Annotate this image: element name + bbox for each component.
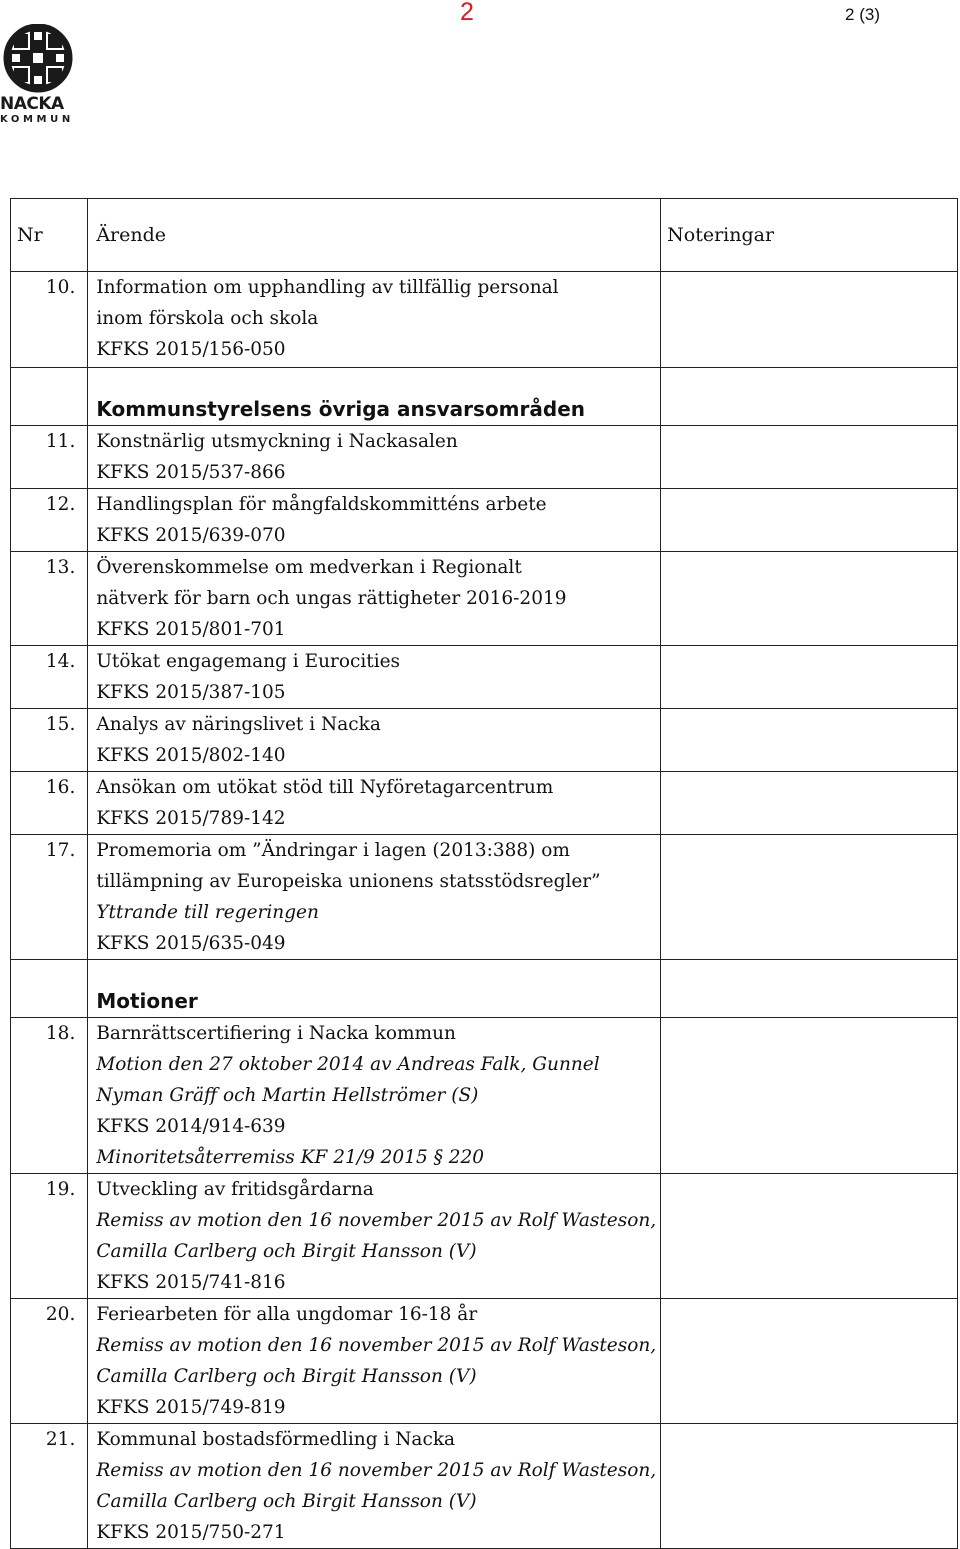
- notes-cell: [661, 835, 958, 960]
- section-heading-row: [11, 960, 958, 1018]
- item-text-line: KFKS 2015/156-050: [96, 339, 286, 360]
- agenda-body: [11, 272, 958, 1549]
- item-number: 20.: [11, 1299, 88, 1424]
- item-text-line: Information om upphandling av tillfällig personal: [96, 277, 559, 298]
- item-number: 14.: [11, 646, 88, 709]
- agenda-item-row: [11, 1174, 958, 1299]
- item-text-line: Promemoria om ”Ändringar i lagen (2013:388) om: [96, 840, 570, 861]
- notes-cell: [661, 709, 958, 772]
- item-remark-line: Yttrande till regeringen: [96, 902, 319, 923]
- item-case-number: KFKS 2015/750-271: [96, 1522, 286, 1543]
- item-remark-line: Remiss av motion den 16 november 2015 av Rolf Wasteson,: [96, 1460, 657, 1481]
- item-referral-note: Minoritetsåterremiss KF 21/9 2015 § 220: [96, 1147, 485, 1168]
- logo-subtitle: KOMMUN: [0, 114, 74, 125]
- notes-cell: [661, 1299, 958, 1424]
- item-case-number: KFKS 2015/749-819: [96, 1397, 286, 1418]
- item-text-line: KFKS 2015/639-070: [96, 525, 286, 546]
- item-text-line: KFKS 2015/801-701: [96, 619, 286, 640]
- item-text-line: Utökat engagemang i Eurocities: [96, 651, 401, 672]
- item-text-line: Barnrättscertifiering i Nacka kommun: [96, 1023, 456, 1044]
- item-text-line: Ansökan om utökat stöd till Nyföretagarcentrum: [96, 777, 554, 798]
- section-title: Motioner: [96, 989, 198, 1013]
- page-reference: 2 (3): [845, 5, 880, 24]
- logo-name: NACKA: [0, 94, 64, 114]
- item-remark-line: Motion den 27 oktober 2014 av Andreas Falk, Gunnel: [96, 1054, 600, 1075]
- item-description-cell: [88, 709, 661, 772]
- item-number: 21.: [11, 1424, 88, 1549]
- item-text-line: Handlingsplan för mångfaldskommitténs arbete: [96, 494, 547, 515]
- item-description-cell: [88, 1299, 661, 1424]
- notes-cell: [661, 1018, 958, 1174]
- item-number: 19.: [11, 1174, 88, 1299]
- table-header-row: [11, 199, 958, 272]
- notes-cell: [661, 552, 958, 646]
- item-text-line: tillämpning av Europeiska unionens statsstödsregler”: [96, 871, 601, 892]
- section-title: Kommunstyrelsens övriga ansvarsområden: [96, 397, 585, 421]
- item-number-cell: [11, 960, 88, 1018]
- agenda-item-row: [11, 1299, 958, 1424]
- notes-cell: [661, 489, 958, 552]
- item-text-line: KFKS 2015/387-105: [96, 682, 286, 703]
- item-text-line: Feriearbeten för alla ungdomar 16-18 år: [96, 1304, 478, 1325]
- item-text-line: Kommunal bostadsförmedling i Nacka: [96, 1429, 456, 1450]
- item-text-line: KFKS 2015/802-140: [96, 745, 286, 766]
- notes-cell: [661, 272, 958, 368]
- item-description-cell: [88, 772, 661, 835]
- agenda-item-row: [11, 489, 958, 552]
- item-description-cell: [88, 1018, 661, 1174]
- item-case-number: KFKS 2015/635-049: [96, 933, 286, 954]
- item-remark-line: Nyman Gräff och Martin Hellströmer (S): [96, 1085, 479, 1106]
- nacka-emblem-icon: [0, 24, 76, 94]
- item-description-cell: [88, 489, 661, 552]
- agenda-item-row: [11, 1018, 958, 1174]
- column-header-noteringar: Noteringar: [661, 199, 958, 272]
- item-case-number: KFKS 2015/741-816: [96, 1272, 286, 1293]
- item-remark-line: Camilla Carlberg och Birgit Hansson (V): [96, 1241, 477, 1262]
- section-cell: [88, 368, 661, 426]
- page-number: 2: [460, 0, 474, 26]
- item-text-line: nätverk för barn och ungas rättigheter 2016-2019: [96, 588, 567, 609]
- item-description-cell: [88, 1424, 661, 1549]
- agenda-item-row: [11, 272, 958, 368]
- agenda-item-row: [11, 835, 958, 960]
- item-number: 15.: [11, 709, 88, 772]
- section-heading-row: [11, 368, 958, 426]
- agenda-item-row: [11, 552, 958, 646]
- item-number-cell: [11, 368, 88, 426]
- item-number: 18.: [11, 1018, 88, 1174]
- item-description-cell: [88, 835, 661, 960]
- item-remark-line: Remiss av motion den 16 november 2015 av Rolf Wasteson,: [96, 1335, 657, 1356]
- item-text-line: Överenskommelse om medverkan i Regionalt: [96, 557, 522, 578]
- item-text-line: Analys av näringslivet i Nacka: [96, 714, 381, 735]
- column-header-nr: Nr: [11, 199, 88, 272]
- notes-cell: [661, 960, 958, 1018]
- agenda-item-row: [11, 772, 958, 835]
- notes-cell: [661, 426, 958, 489]
- agenda-item-row: [11, 646, 958, 709]
- nacka-kommun-logo: [0, 24, 76, 128]
- agenda-item-row: [11, 709, 958, 772]
- notes-cell: [661, 368, 958, 426]
- item-text-line: Konstnärlig utsmyckning i Nackasalen: [96, 431, 458, 452]
- column-header-arende: Ärende: [88, 199, 661, 272]
- notes-cell: [661, 646, 958, 709]
- section-cell: [88, 960, 661, 1018]
- notes-cell: [661, 1174, 958, 1299]
- item-remark-line: Camilla Carlberg och Birgit Hansson (V): [96, 1491, 477, 1512]
- item-number: 16.: [11, 772, 88, 835]
- item-number: 11.: [11, 426, 88, 489]
- item-remark-line: Camilla Carlberg och Birgit Hansson (V): [96, 1366, 477, 1387]
- item-text-line: inom förskola och skola: [96, 308, 319, 329]
- item-text-line: KFKS 2015/537-866: [96, 462, 286, 483]
- item-number: 13.: [11, 552, 88, 646]
- notes-cell: [661, 1424, 958, 1549]
- item-text-line: KFKS 2015/789-142: [96, 808, 286, 829]
- agenda-item-row: [11, 1424, 958, 1549]
- item-description-cell: [88, 272, 661, 368]
- agenda-item-row: [11, 426, 958, 489]
- item-description-cell: [88, 552, 661, 646]
- item-case-number: KFKS 2014/914-639: [96, 1116, 286, 1137]
- item-number: 10.: [11, 272, 88, 368]
- item-number: 17.: [11, 835, 88, 960]
- notes-cell: [661, 772, 958, 835]
- item-description-cell: [88, 646, 661, 709]
- item-description-cell: [88, 426, 661, 489]
- item-text-line: Utveckling av fritidsgårdarna: [96, 1179, 374, 1200]
- agenda-table: [10, 198, 958, 1549]
- item-number: 12.: [11, 489, 88, 552]
- item-remark-line: Remiss av motion den 16 november 2015 av Rolf Wasteson,: [96, 1210, 657, 1231]
- item-description-cell: [88, 1174, 661, 1299]
